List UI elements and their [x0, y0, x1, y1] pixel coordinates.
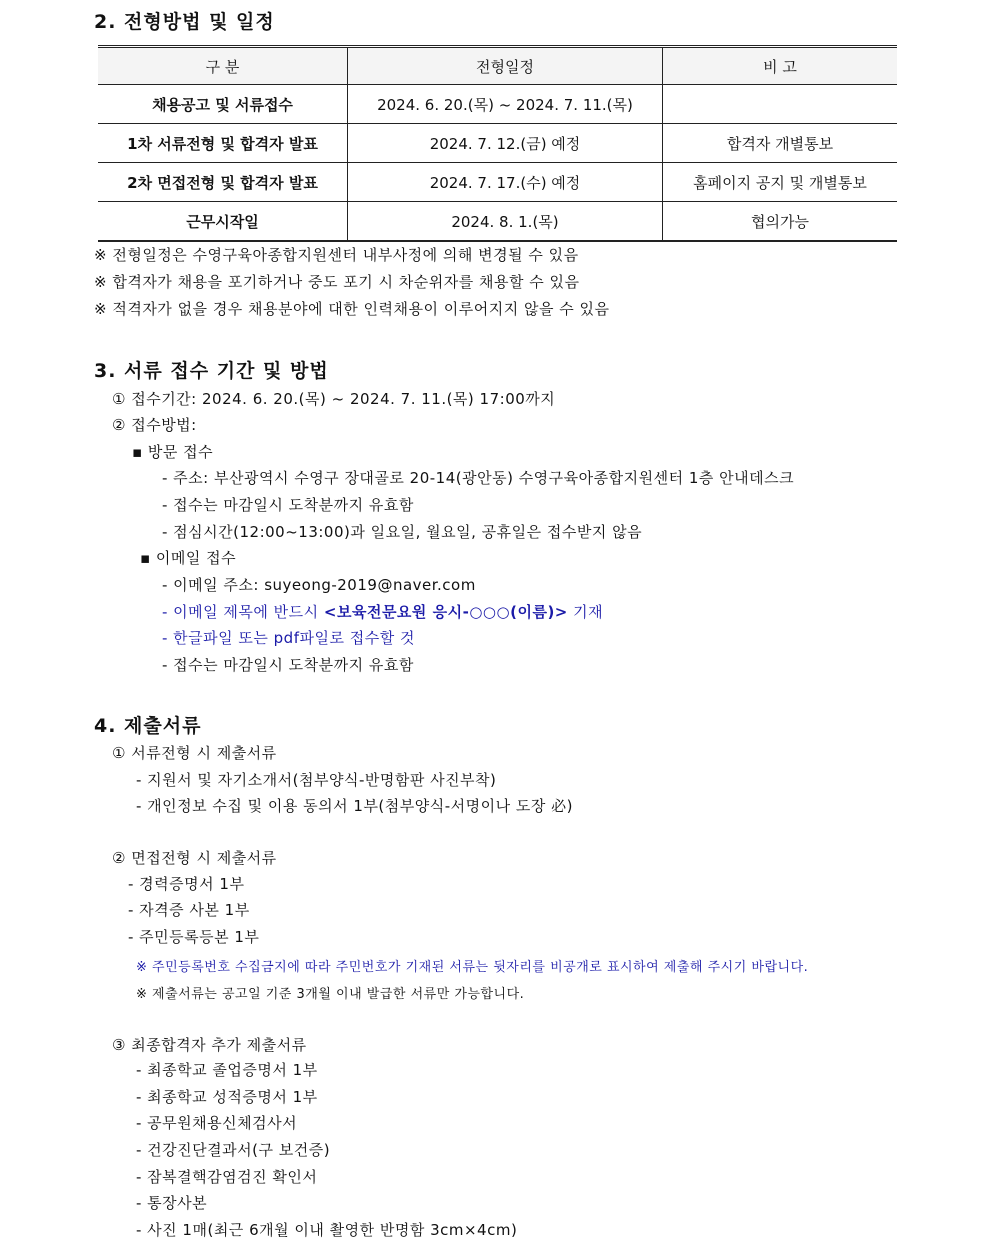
stage-cell: 채용공고 및 서류접수 — [98, 85, 348, 124]
doc3-item: - 공무원채용신체검사서 — [136, 1114, 298, 1132]
email-subject-pre: - 이메일 제목에 반드시 — [162, 603, 324, 621]
note-cell: 협의가능 — [663, 202, 898, 242]
doc2-note-resident-number: ※ 주민등록번호 수집금지에 따라 주민번호가 기재된 서류는 뒷자리를 비공개로 표시하여 제출해 주시기 바랍니다. — [136, 960, 809, 975]
doc1-item: - 개인정보 수집 및 이용 동의서 1부(첨부양식-서명이나 도장 必) — [136, 797, 573, 815]
schedule-table — [98, 45, 897, 242]
doc3-item: - 사진 1매(최근 6개월 이내 촬영한 반명함 3cm×4cm) — [136, 1221, 518, 1239]
doc1-item: - 지원서 및 자기소개서(첨부양식-반명함판 사진부착) — [136, 771, 497, 789]
email-subject-post: 기재 — [567, 603, 604, 621]
visit-item: - 접수는 마감일시 도착분까지 유효함 — [162, 496, 414, 514]
doc2-item: - 주민등록등본 1부 — [128, 928, 260, 946]
doc3-title: ③ 최종합격자 추가 제출서류 — [112, 1036, 307, 1054]
note-cell — [663, 85, 898, 124]
schedule-cell: 2024. 8. 1.(목) — [348, 202, 663, 242]
header-schedule: 전형일정 — [348, 47, 663, 85]
doc2-title: ② 면접전형 시 제출서류 — [112, 849, 277, 867]
table-row — [98, 85, 897, 124]
email-address: - 이메일 주소: suyeong-2019@naver.com — [162, 576, 476, 594]
application-period: ① 접수기간: 2024. 6. 20.(목) ~ 2024. 7. 11.(목) 17:00까지 — [112, 390, 556, 408]
visit-title: ▪ 방문 접수 — [132, 443, 214, 461]
schedule-note: ※ 적격자가 없을 경우 채용분야에 대한 인력채용이 이루어지지 않을 수 있음 — [94, 300, 610, 318]
section-3-title: 3. 서류 접수 기간 및 방법 — [94, 360, 329, 382]
table-row — [98, 163, 897, 202]
schedule-note: ※ 합격자가 채용을 포기하거나 중도 포기 시 차순위자를 채용할 수 있음 — [94, 273, 580, 291]
doc2-item: - 경력증명서 1부 — [128, 875, 245, 893]
visit-item: - 점심시간(12:00~13:00)과 일요일, 월요일, 공휴일은 접수받지 않음 — [162, 523, 643, 541]
doc2-item: - 자격증 사본 1부 — [128, 901, 250, 919]
doc3-item: - 건강진단결과서(구 보건증) — [136, 1141, 331, 1159]
stage-cell: 2차 면접전형 및 합격자 발표 — [98, 163, 348, 202]
schedule-cell: 2024. 7. 12.(금) 예정 — [348, 124, 663, 163]
header-note: 비 고 — [663, 47, 898, 85]
doc2-note-validity: ※ 제출서류는 공고일 기준 3개월 이내 발급한 서류만 가능합니다. — [136, 987, 525, 1002]
table-row — [98, 202, 897, 242]
doc3-item: - 통장사본 — [136, 1194, 208, 1212]
schedule-cell: 2024. 6. 20.(목) ~ 2024. 7. 11.(목) — [348, 85, 663, 124]
section-2-title: 2. 전형방법 및 일정 — [94, 11, 275, 33]
email-file-rule: - 한글파일 또는 pdf파일로 접수할 것 — [162, 629, 415, 647]
stage-cell: 1차 서류전형 및 합격자 발표 — [98, 124, 348, 163]
email-subject-line — [162, 601, 603, 622]
table-row — [98, 124, 897, 163]
doc3-item: - 잠복결핵감염검진 확인서 — [136, 1168, 318, 1186]
visit-item: - 주소: 부산광역시 수영구 장대골로 20-14(광안동) 수영구육아종합지원센터 1층 안내데스크 — [162, 469, 795, 487]
schedule-cell: 2024. 7. 17.(수) 예정 — [348, 163, 663, 202]
stage-cell: 근무시작일 — [98, 202, 348, 242]
section-4-title: 4. 제출서류 — [94, 715, 202, 737]
email-title: ▪ 이메일 접수 — [140, 549, 237, 567]
schedule-note: ※ 전형일정은 수영구육아종합지원센터 내부사정에 의해 변경될 수 있음 — [94, 246, 579, 264]
note-cell: 홈페이지 공지 및 개별통보 — [663, 163, 898, 202]
email-valid-note: - 접수는 마감일시 도착분까지 유효함 — [162, 656, 414, 674]
email-subject-format: <보육전문요원 응시-○○○(이름)> — [323, 603, 568, 621]
doc3-item: - 최종학교 졸업증명서 1부 — [136, 1061, 318, 1079]
table-header-row — [98, 47, 897, 85]
header-category: 구 분 — [98, 47, 348, 85]
doc3-item: - 최종학교 성적증명서 1부 — [136, 1088, 318, 1106]
note-cell: 합격자 개별통보 — [663, 124, 898, 163]
doc1-title: ① 서류전형 시 제출서류 — [112, 744, 277, 762]
application-method: ② 접수방법: — [112, 416, 197, 434]
